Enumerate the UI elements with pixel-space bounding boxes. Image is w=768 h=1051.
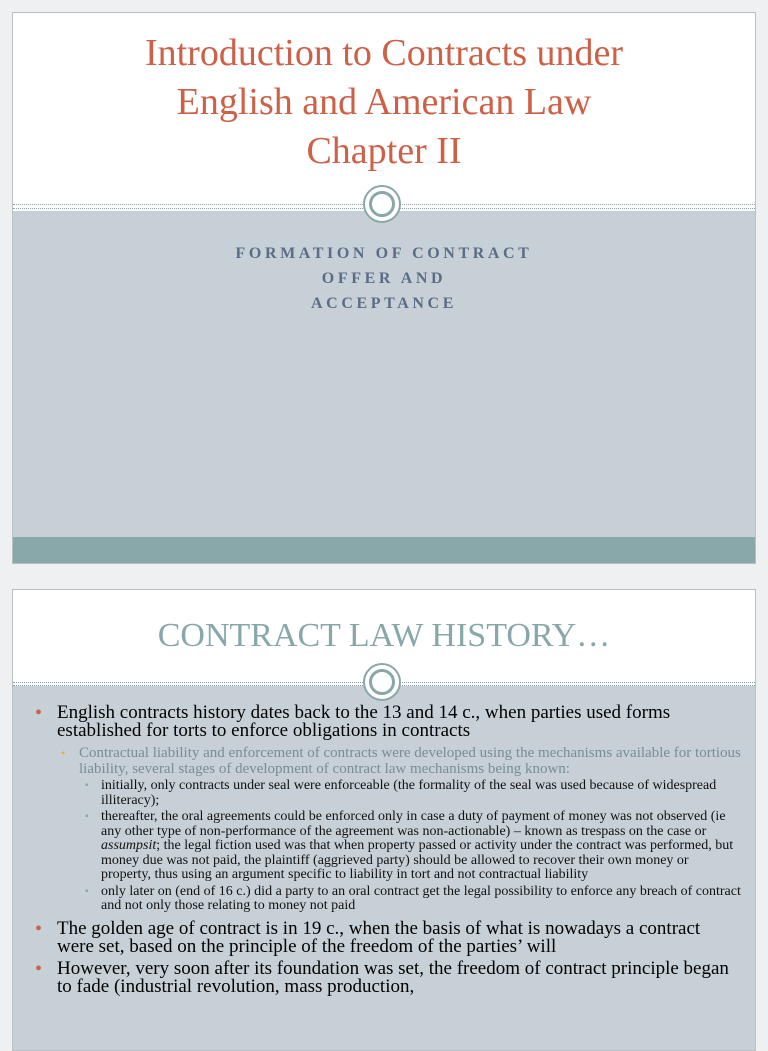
page-title [13, 13, 755, 176]
sub-sub-bullet-item: ▪ initially, only contracts under seal were enforceable (the formality of the seal was used because of widespread illiteracy); [33, 779, 741, 808]
subtitle-line-1: FORMATION OF CONTRACT [235, 245, 533, 262]
sub-sub-bullet-item [33, 810, 741, 883]
subtitle-panel [13, 211, 755, 537]
text-part: ; the legal fiction used was that when property passed or activity under the contract was performed, but money due was not paid, the plaintiff (aggrieved party) should be allowed to recover their own money or property, thus using an argument specific to liability in tort and not contractual liability [101, 838, 734, 882]
title-line-3: Chapter II [306, 130, 462, 172]
sub-sub-bullet-item: ▪ only later on (end of 16 c.) did a party to an oral contract get the legal possibility to enforce any breach of contract and not only those relating to money not paid [33, 885, 741, 914]
subtitle-line-3: ACCEPTANCE [311, 295, 457, 312]
subtitle-line-2: OFFER AND [321, 270, 447, 287]
slide-history [12, 589, 756, 1051]
text-part: thereafter, the oral agreements could be enforced only in case a duty of payment of money was not observed (ie any other type of non-performance of the agreement was non-actionable) – known as trespass on the case or [101, 809, 726, 839]
content-panel [13, 686, 755, 1050]
emphasis-text: assumpsit [101, 838, 157, 853]
slide-title [12, 12, 756, 564]
bullet-item: • The golden age of contract is in 19 c., when the basis of what is nowadays a contract were set, based on the principle of the freedom of the parties’ will [33, 920, 741, 956]
footer-bar [13, 537, 755, 563]
sub-bullet-item: • Contractual liability and enforcement of contracts were developed using the mechanisms available for tortious liability, several stages of development of contract law mechanisms being known: [33, 746, 741, 777]
slide-title: CONTRACT LAW HISTORY… [157, 617, 611, 654]
bullet-item: • English contracts history dates back to the 13 and 14 c., when parties used forms established for torts to enforce obligations in contracts [33, 704, 741, 740]
circle-ornament-icon [363, 663, 401, 701]
bullet-list [13, 686, 755, 996]
subtitle [13, 211, 755, 316]
circle-ornament-icon [363, 185, 401, 223]
bullet-item: • However, very soon after its foundation was set, the freedom of contract principle began to fade (industrial revolution, mass production, [33, 960, 741, 996]
title-line-1: Introduction to Contracts under [144, 32, 624, 74]
title-line-2: English and American Law [176, 81, 592, 123]
title-area [13, 13, 755, 205]
